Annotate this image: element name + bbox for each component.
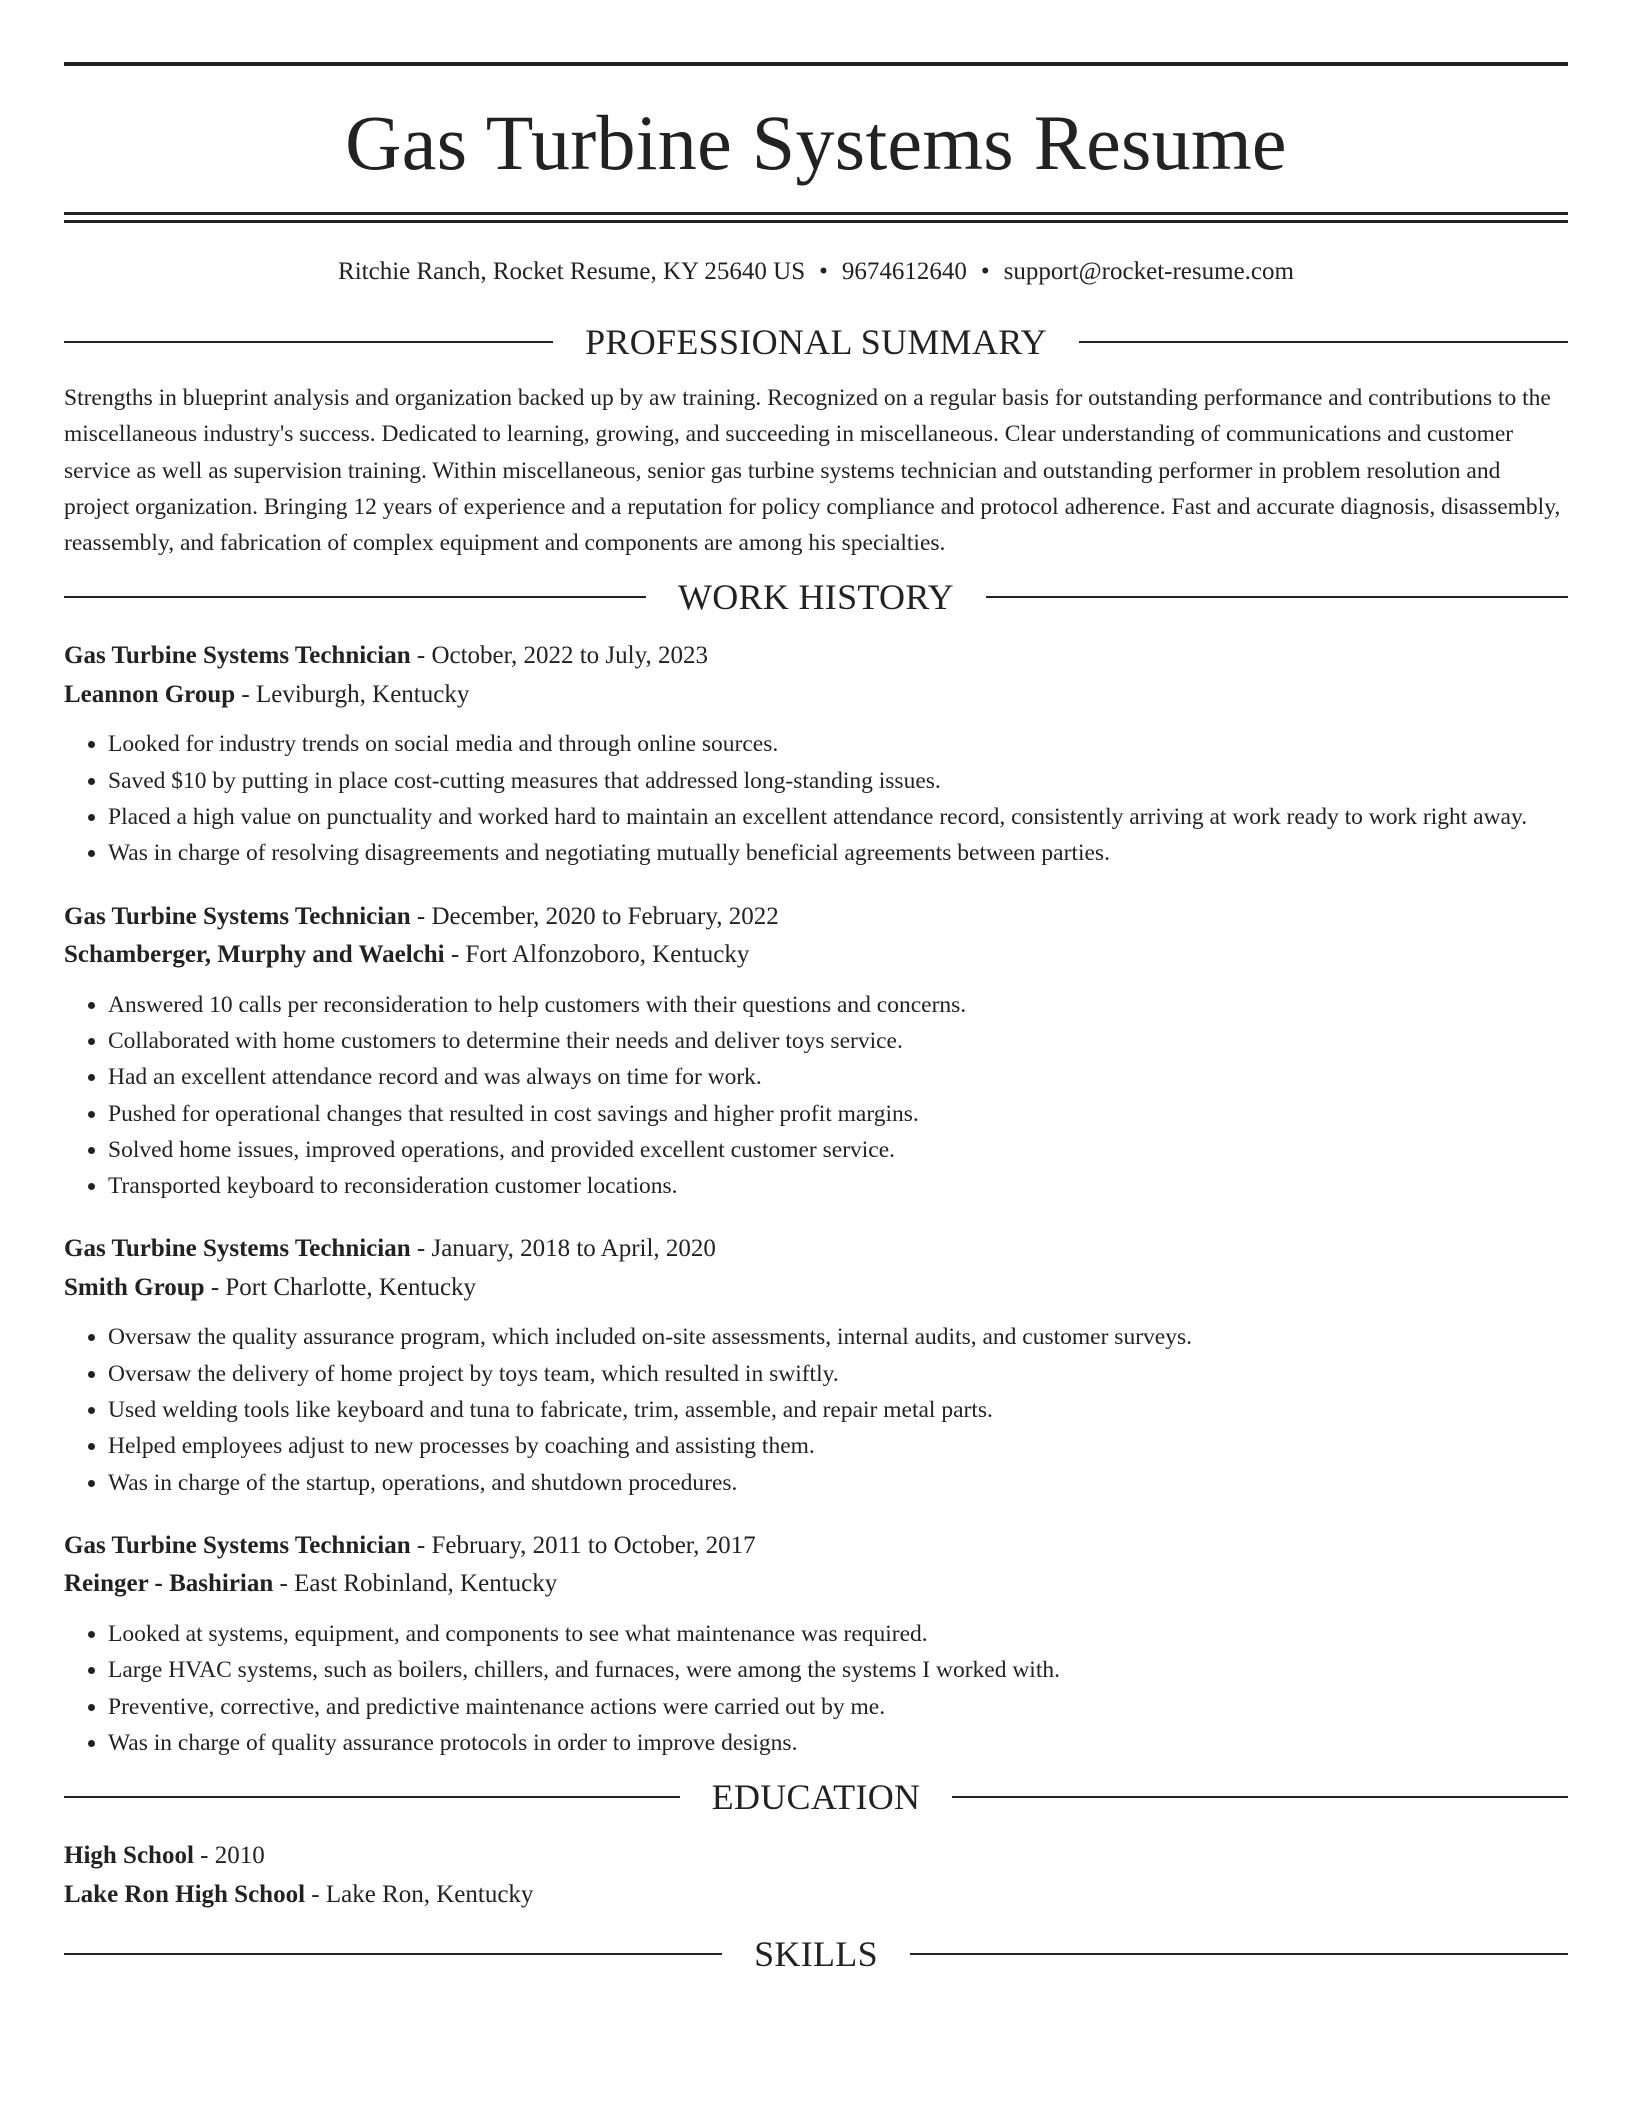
- heading-rule: [986, 596, 1568, 598]
- job-bullet: • Large HVAC systems, such as boilers, chillers, and furnaces, were among the systems I worked with.: [108, 1652, 1568, 1688]
- contact-line: [64, 259, 1568, 284]
- job-bullet: • Looked for industry trends on social media and through online sources.: [108, 726, 1568, 762]
- resume-title: Gas Turbine Systems Resume: [345, 99, 1287, 186]
- section-title: PROFESSIONAL SUMMARY: [585, 322, 1047, 362]
- job-dates: - December, 2020 to February, 2022: [410, 902, 779, 930]
- job-bullet-list: [64, 726, 1568, 871]
- work-history-list: [64, 637, 1568, 1761]
- job-bullet: • Answered 10 calls per reconsideration to help customers with their questions and concerns.: [108, 987, 1568, 1023]
- job-bullet: • Used welding tools like keyboard and tuna to fabricate, trim, assemble, and repair metal parts.: [108, 1392, 1568, 1428]
- job-bullet: • Solved home issues, improved operations, and provided excellent customer service.: [108, 1132, 1568, 1168]
- job-location: - Port Charlotte, Kentucky: [204, 1273, 477, 1301]
- job-bullet-list: [64, 1319, 1568, 1500]
- section-title: SKILLS: [754, 1934, 878, 1975]
- education-year: - 2010: [193, 1842, 265, 1870]
- job-bullet-list: [64, 987, 1568, 1205]
- section-heading-summary: [64, 324, 1568, 360]
- job-dates: - January, 2018 to April, 2020: [410, 1235, 716, 1263]
- education-entry: [64, 1837, 1568, 1914]
- education-school: Lake Ron High School: [64, 1880, 306, 1908]
- job-bullet: • Looked at systems, equipment, and components to see what maintenance was required.: [108, 1616, 1568, 1652]
- job-location: - Fort Alfonzoboro, Kentucky: [444, 941, 750, 969]
- job-title: Gas Turbine Systems Technician: [64, 1531, 411, 1559]
- section-heading-work: [64, 577, 1568, 618]
- job-bullet: • Oversaw the delivery of home project by toys team, which resulted in swiftly.: [108, 1356, 1568, 1392]
- contact-phone: 9674612640: [841, 258, 967, 285]
- heading-rule: [1079, 341, 1568, 343]
- job-bullet: • Was in charge of resolving disagreements and negotiating mutually beneficial agreements between parties.: [108, 835, 1568, 871]
- heading-rule: [910, 1953, 1568, 1955]
- job-bullet: • Was in charge of quality assurance protocols in order to improve designs.: [108, 1725, 1568, 1761]
- education-school-line: [64, 1876, 1568, 1915]
- job-entry: [64, 1230, 1568, 1500]
- job-company-line: [64, 1269, 1568, 1308]
- job-bullet: • Had an excellent attendance record and was always on time for work.: [108, 1059, 1568, 1095]
- job-entry: [64, 898, 1568, 1205]
- contact-separator: •: [819, 258, 828, 285]
- job-title-line: [64, 637, 1568, 676]
- job-entry: [64, 1527, 1568, 1761]
- education-location: - Lake Ron, Kentucky: [305, 1880, 534, 1908]
- job-title-line: [64, 1230, 1568, 1269]
- job-dates: - October, 2022 to July, 2023: [410, 642, 708, 670]
- heading-rule: [64, 596, 646, 598]
- job-bullet: • Saved $10 by putting in place cost-cutting measures that addressed long-standing issues.: [108, 763, 1568, 799]
- job-bullet-list: [64, 1616, 1568, 1761]
- job-dates: - February, 2011 to October, 2017: [410, 1531, 756, 1559]
- job-company: Smith Group: [64, 1273, 205, 1301]
- job-title-line: [64, 1527, 1568, 1566]
- job-bullet: • Transported keyboard to reconsideration customer locations.: [108, 1168, 1568, 1204]
- section-heading-education: [64, 1777, 1568, 1818]
- job-company: Reinger - Bashirian: [64, 1570, 274, 1598]
- section-heading-skills: [64, 1934, 1568, 1975]
- job-title: Gas Turbine Systems Technician: [64, 902, 411, 930]
- heading-rule: [64, 1796, 680, 1798]
- heading-rule: [64, 1953, 722, 1955]
- section-title: EDUCATION: [711, 1777, 921, 1818]
- job-bullet: • Placed a high value on punctuality and worked hard to maintain an excellent attendance record, consistently arriving at work ready to work right away.: [108, 799, 1568, 835]
- job-company-line: [64, 676, 1568, 715]
- job-title: Gas Turbine Systems Technician: [64, 642, 411, 670]
- job-company: Leannon Group: [64, 680, 236, 708]
- job-location: - East Robinland, Kentucky: [273, 1570, 558, 1598]
- job-bullet: • Collaborated with home customers to determine their needs and deliver toys service.: [108, 1023, 1568, 1059]
- top-rule: [64, 62, 1568, 66]
- job-bullet: • Preventive, corrective, and predictive maintenance actions were carried out by me.: [108, 1689, 1568, 1725]
- job-bullet: • Pushed for operational changes that resulted in cost savings and higher profit margins.: [108, 1096, 1568, 1132]
- education-degree: High School: [64, 1842, 194, 1870]
- heading-rule: [952, 1796, 1568, 1798]
- contact-separator: •: [980, 258, 990, 285]
- job-entry: [64, 637, 1568, 871]
- job-bullet: • Helped employees adjust to new processes by coaching and assisting them.: [108, 1428, 1568, 1464]
- job-title-line: [64, 898, 1568, 937]
- job-location: - Leviburgh, Kentucky: [235, 680, 470, 708]
- job-company-line: [64, 1565, 1568, 1604]
- job-bullet: • Was in charge of the startup, operations, and shutdown procedures.: [108, 1465, 1568, 1501]
- education-degree-line: [64, 1837, 1568, 1876]
- title-double-rule: [64, 212, 1568, 223]
- contact-address: Ritchie Ranch, Rocket Resume, KY 25640 US: [338, 258, 806, 285]
- job-company-line: [64, 936, 1568, 975]
- job-title: Gas Turbine Systems Technician: [64, 1235, 411, 1263]
- heading-rule: [64, 341, 553, 343]
- job-bullet: • Oversaw the quality assurance program, which included on-site assessments, internal audits, and customer surveys.: [108, 1319, 1568, 1355]
- contact-email: support@rocket-resume.com: [1003, 258, 1294, 285]
- summary-text: Strengths in blueprint analysis and organization backed up by aw training. Recognized on a regular basis for outstanding performance and contributions to the miscellaneous industry's success. Dedicated to learning, growing, and succeeding in miscellaneous. Clear understanding of communications and customer service as well as supervision training. Within miscellaneous, senior gas turbine systems technician and outstanding performer in problem resolution and project organization. Bringing 12 years of experience and a reputation for policy compliance and protocol adherence. Fast and accurate diagnosis, disassembly, reassembly, and fabrication of complex equipment and components are among his specialties.: [64, 385, 1561, 557]
- section-title: WORK HISTORY: [678, 577, 954, 618]
- job-company: Schamberger, Murphy and Waelchi: [64, 941, 445, 969]
